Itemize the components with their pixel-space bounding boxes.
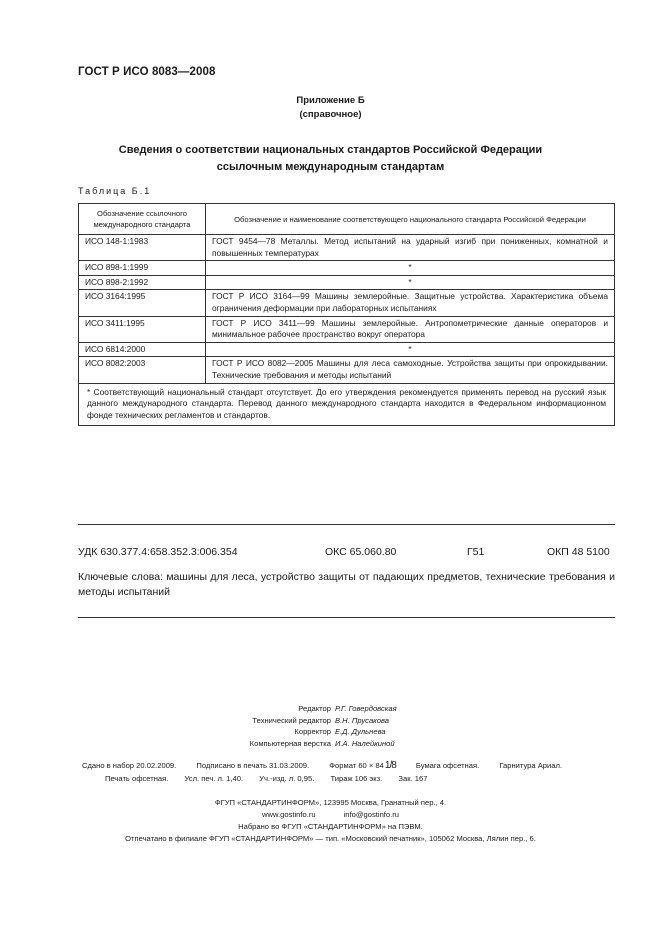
credits-block <box>200 703 500 749</box>
printed-info: Отпечатано в филиале ФГУП «СТАНДАРТИНФОРМ» — тип. «Московский печатник», 105062 Москва, Лялин пер., 6. <box>125 834 536 843</box>
print-submitted: Сдано в набор 20.02.2009. <box>82 761 177 770</box>
cell-national: * <box>206 261 615 276</box>
document-code: ГОСТ Р ИСО 8083—2008 <box>78 66 216 78</box>
table-row <box>79 342 615 357</box>
credit-name: Е.Д. Дульнева <box>335 727 386 736</box>
print-format-prefix: Формат 60 × 84 <box>329 761 384 770</box>
header-national: Обозначение и наименование соответствующего национального стандарта Российской Федерации <box>206 204 615 235</box>
table-row <box>79 290 615 316</box>
print-paper: Бумага офсетная. <box>415 761 480 770</box>
print-signed: Подписано в печать 31.03.2009. <box>196 761 310 770</box>
credit-editor <box>200 703 500 715</box>
okp-code: ОКП 48 5100 <box>547 546 610 558</box>
credit-tech-editor <box>200 715 500 727</box>
table-row <box>79 357 615 383</box>
heading-line-1: Сведения о соответствии национальных стандартов Российской Федерации <box>118 144 543 156</box>
print-format-fraction: 1/8 <box>384 760 396 771</box>
section-heading <box>0 142 661 176</box>
heading-line-2: ссылочным международным стандартам <box>216 161 445 173</box>
header-ref: Обозначение ссылочного международного стандарта <box>79 204 206 235</box>
standards-table <box>78 203 615 426</box>
publisher-site: www.gostinfo.ru <box>261 810 316 819</box>
table-row <box>79 261 615 276</box>
divider-bottom <box>78 617 615 618</box>
cell-ref: ИСО 898-1:1999 <box>79 261 206 276</box>
print-order: Зак. 167 <box>398 774 428 783</box>
divider-top <box>78 524 615 525</box>
table-row <box>79 316 615 342</box>
publisher-contacts <box>0 809 661 821</box>
table-footnote: * Соответствующий национальный стандарт отсутствует. До его утверждения рекомендуется применять перевод на русский язык данного международного стандарта. Перевод данного международного стандарта находится в Федеральном информационном фонде технических регламентов и стандартов. <box>79 383 615 426</box>
typeset-info: Набрано во ФГУП «СТАНДАРТИНФОРМ» на ПЭВМ. <box>238 822 423 831</box>
print-info-line-1 <box>82 760 562 771</box>
print-edsheets: Уч.-изд. л. 0,95. <box>259 774 315 783</box>
publisher-address: ФГУП «СТАНДАРТИНФОРМ», 123995 Москва, Гранатный пер., 4. <box>214 798 447 807</box>
credit-layout <box>200 738 500 750</box>
credit-role: Корректор <box>294 727 331 736</box>
annex-type: (справочное) <box>299 109 362 120</box>
table-row <box>79 235 615 261</box>
print-format <box>329 761 396 770</box>
cell-ref: ИСО 898-2:1992 <box>79 275 206 290</box>
credit-role: Редактор <box>298 704 331 713</box>
cell-ref: ИСО 8082:2003 <box>79 357 206 383</box>
keywords: Ключевые слова: машины для леса, устройство защиты от падающих предметов, технические требования и методы испытаний <box>78 571 615 598</box>
cell-national: ГОСТ 9454—78 Металлы. Метод испытаний на ударный изгиб при пониженных, комнатной и повышенных температурах <box>206 235 615 261</box>
udk-code: УДК 630.377.4:658.352.3:006.354 <box>78 546 238 558</box>
credit-name: И.А. Налейкиной <box>335 738 395 748</box>
table-footnote-row <box>79 383 615 426</box>
cell-national: * <box>206 275 615 290</box>
table-caption: Таблица Б.1 <box>78 186 152 196</box>
oks-code: ОКС 65.060.80 <box>325 546 397 558</box>
credit-name: Р.Г. Говердовская <box>335 704 397 713</box>
print-typeface: Гарнитура Ариал. <box>499 761 563 770</box>
print-printing: Печать офсетная. <box>105 774 169 783</box>
credit-role: Компьютерная верстка <box>249 738 331 748</box>
publisher-email: info@gostinfo.ru <box>343 810 400 819</box>
cell-ref: ИСО 148-1:1983 <box>79 235 206 261</box>
credit-proofreader <box>200 726 500 738</box>
cell-national: ГОСТ Р ИСО 3164—99 Машины землеройные. Защитные устройства. Характеристика объема ограничения деформации при лабораторных испытаниях <box>206 290 615 316</box>
print-info-line-2 <box>105 774 427 783</box>
print-run: Тираж 106 экз. <box>330 774 383 783</box>
cell-ref: ИСО 6814:2000 <box>79 342 206 357</box>
group-code: Г51 <box>467 546 485 558</box>
table-row <box>79 275 615 290</box>
cell-national: ГОСТ Р ИСО 3411—99 Машины землеройные. Антропометрические данные операторов и минимальное рабочее пространство вокруг оператора <box>206 316 615 342</box>
credit-role: Технический редактор <box>252 715 331 725</box>
cell-ref: ИСО 3164:1995 <box>79 290 206 316</box>
cell-national: * <box>206 342 615 357</box>
print-sheets: Усл. печ. л. 1,40. <box>184 774 244 783</box>
cell-ref: ИСО 3411:1995 <box>79 316 206 342</box>
cell-national: ГОСТ Р ИСО 8082—2005 Машины для леса самоходные. Устройства защиты при опрокидывании. Технические требования и методы испытаний <box>206 357 615 383</box>
table-header-row <box>79 204 615 235</box>
credit-name: В.Н. Прусакова <box>335 715 389 725</box>
annex-title: Приложение Б <box>296 95 365 106</box>
